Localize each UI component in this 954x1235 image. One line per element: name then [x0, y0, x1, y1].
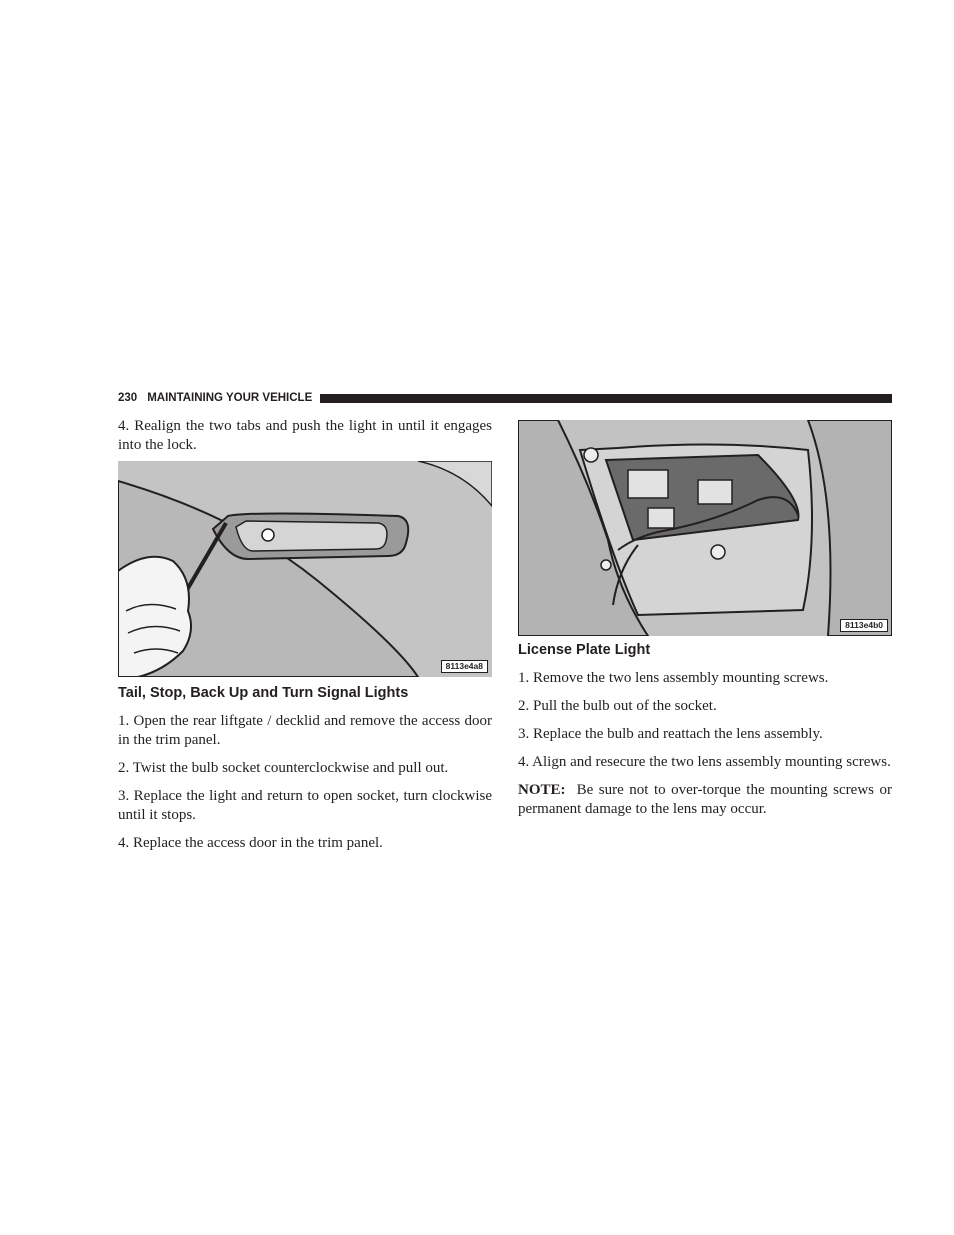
running-header	[118, 389, 892, 407]
tail-light-illustration	[118, 461, 492, 677]
left-column	[118, 417, 492, 853]
tail-light-figure	[118, 461, 492, 677]
license-light-figure	[518, 420, 892, 636]
figure-code: 8113e4b0	[840, 619, 888, 632]
list-item: 4. Align and resecure the two lens assembly mounting screws.	[518, 754, 891, 770]
license-light-heading: License Plate Light	[518, 642, 651, 658]
note-paragraph	[518, 781, 892, 819]
list-item: 3. Replace the bulb and reattach the lens assembly.	[518, 726, 823, 742]
page-number: 230	[118, 392, 138, 404]
list-item: 3. Replace the light and return to open socket, turn clockwise until it stops.	[118, 788, 492, 823]
tail-light-heading: Tail, Stop, Back Up and Turn Signal Lights	[118, 685, 409, 701]
list-item: 1. Remove the two lens assembly mounting screws.	[518, 670, 829, 686]
license-light-illustration	[518, 420, 892, 636]
intro-step: 4. Realign the two tabs and push the light in until it engages into the lock.	[118, 418, 492, 453]
list-item: 2. Twist the bulb socket counterclockwise and pull out.	[118, 760, 449, 776]
right-column	[518, 420, 892, 819]
list-item: 4. Replace the access door in the trim panel.	[118, 835, 383, 851]
note-label: NOTE:	[518, 782, 566, 798]
header-rule	[320, 394, 892, 403]
figure-code: 8113e4a8	[441, 660, 488, 673]
note-text: Be sure not to over-torque the mounting screws or permanent damage to the lens may occur.	[518, 782, 893, 817]
list-item: 2. Pull the bulb out of the socket.	[518, 698, 717, 714]
list-item: 1. Open the rear liftgate / decklid and remove the access door in the trim panel.	[118, 713, 492, 748]
section-title: MAINTAINING YOUR VEHICLE	[147, 392, 313, 404]
